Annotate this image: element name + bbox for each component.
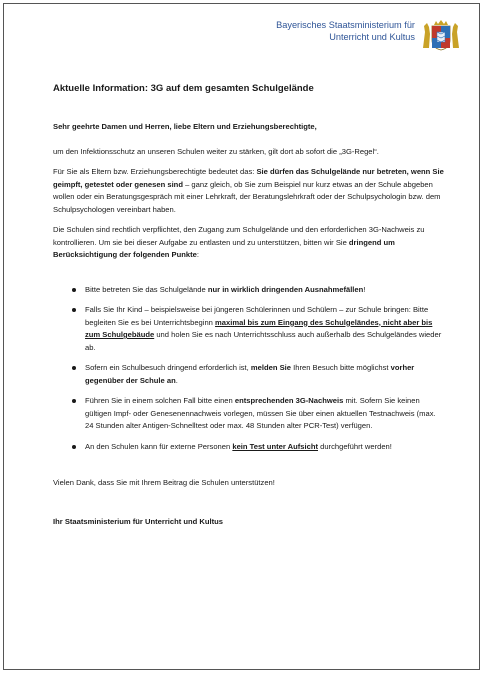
emphasis: nur in wirklich dringenden Ausnahmefällen xyxy=(207,284,364,294)
paragraph-schools xyxy=(53,224,446,262)
document-page xyxy=(3,3,480,670)
list-item xyxy=(85,362,446,387)
text: Für Sie als Eltern bzw. Erziehungsberechtigte bedeutet das: xyxy=(53,167,257,176)
text: durchgeführt werden! xyxy=(318,441,392,451)
list-item xyxy=(85,304,446,354)
paragraph-parents xyxy=(53,166,446,216)
text: . xyxy=(175,375,178,385)
underlined-emphasis: maximal bis zum Eingang des Schulgeländes, nicht aber bis zum Schulgebäude xyxy=(85,317,433,339)
text: : xyxy=(196,250,200,259)
text: Sofern ein Schulbesuch dringend erforderlich ist, xyxy=(85,363,251,372)
letterhead xyxy=(276,18,461,52)
text: Bitte betreten Sie das Schulgelände xyxy=(85,284,208,294)
emphasis: dringend um Berücksichtigung der folgenden Punkte xyxy=(53,237,395,259)
greeting: Sehr geehrte Damen und Herren, liebe Eltern und Erziehungsberechtigte, xyxy=(53,122,317,131)
bullet-list xyxy=(53,284,446,454)
ministry-name xyxy=(276,20,415,43)
text: Die Schulen sind rechtlich verpflichtet, den Zugang zum Schulgelände und den erforderlichen 3G-Nachweis zu kontrollieren. Um sie bei dieser Aufgabe zu entlasten und zu unterstützen, bitten wir Sie xyxy=(53,225,425,247)
emphasis: vorher gegenüber der Schule an xyxy=(85,363,415,385)
text: Führen Sie in einem solchen Fall bitte einen xyxy=(85,396,235,405)
emphasis: melden Sie xyxy=(250,363,291,372)
text: und holen Sie es nach Unterrichtsschluss auch außerhalb des Schulgeländes wieder ab. xyxy=(85,330,442,352)
ministry-name-line1: Bayerisches Staatsministerium für xyxy=(276,20,415,30)
headline: Aktuelle Information: 3G auf dem gesamten Schulgelände xyxy=(53,83,314,94)
closing-thanks: Vielen Dank, dass Sie mit Ihrem Beitrag die Schulen unterstützen! xyxy=(53,478,275,487)
bavarian-coat-of-arms-icon xyxy=(421,18,461,52)
underlined-emphasis: kein Test unter Aufsicht xyxy=(232,441,318,451)
text: Ihren Besuch bitte möglichst xyxy=(291,363,391,372)
list-item xyxy=(85,284,446,297)
list-item xyxy=(85,441,446,454)
text: ! xyxy=(363,284,366,294)
paragraph-intro: um den Infektionsschutz an unseren Schulen weiter zu stärken, gilt dort ab sofort die „3G-Regel“. xyxy=(53,146,379,156)
emphasis: Sie dürfen das Schulgelände nur betreten, wenn Sie geimpft, getestet oder genesen sind xyxy=(53,167,444,189)
letter-body xyxy=(53,83,446,536)
ministry-name-line2: Unterricht und Kultus xyxy=(329,31,415,42)
emphasis: entsprechenden 3G-Nachweis xyxy=(234,396,344,405)
text: mit. Sofern Sie keinen gültigen Impf- oder Genesenennachweis vorlegen, müssen Sie über einen aktuellen Testnachweis (max. 24 Stunden alter Antigen-Schnelltest oder max. 48 Stunden alter PCR-Test) verfügen. xyxy=(85,396,436,430)
list-item xyxy=(85,395,446,433)
signature: Ihr Staatsministerium für Unterricht und Kultus xyxy=(53,516,224,526)
text: An den Schulen kann für externe Personen xyxy=(85,441,233,451)
text: – ganz gleich, ob Sie zum Beispiel nur kurz etwas an der Schule abgeben wollen oder ein Beratungsgespräch mit einer Lehrkraft, der Beratungslehrkraft oder der Schulpsychologin bzw. dem Schulpsychologen vereinbart haben. xyxy=(53,179,441,214)
text: Falls Sie Ihr Kind – beispielsweise bei jüngeren Schülerinnen und Schülern – zur Schule bringen: Bitte begleiten Sie es bei Unterrichtsbeginn xyxy=(85,305,429,327)
